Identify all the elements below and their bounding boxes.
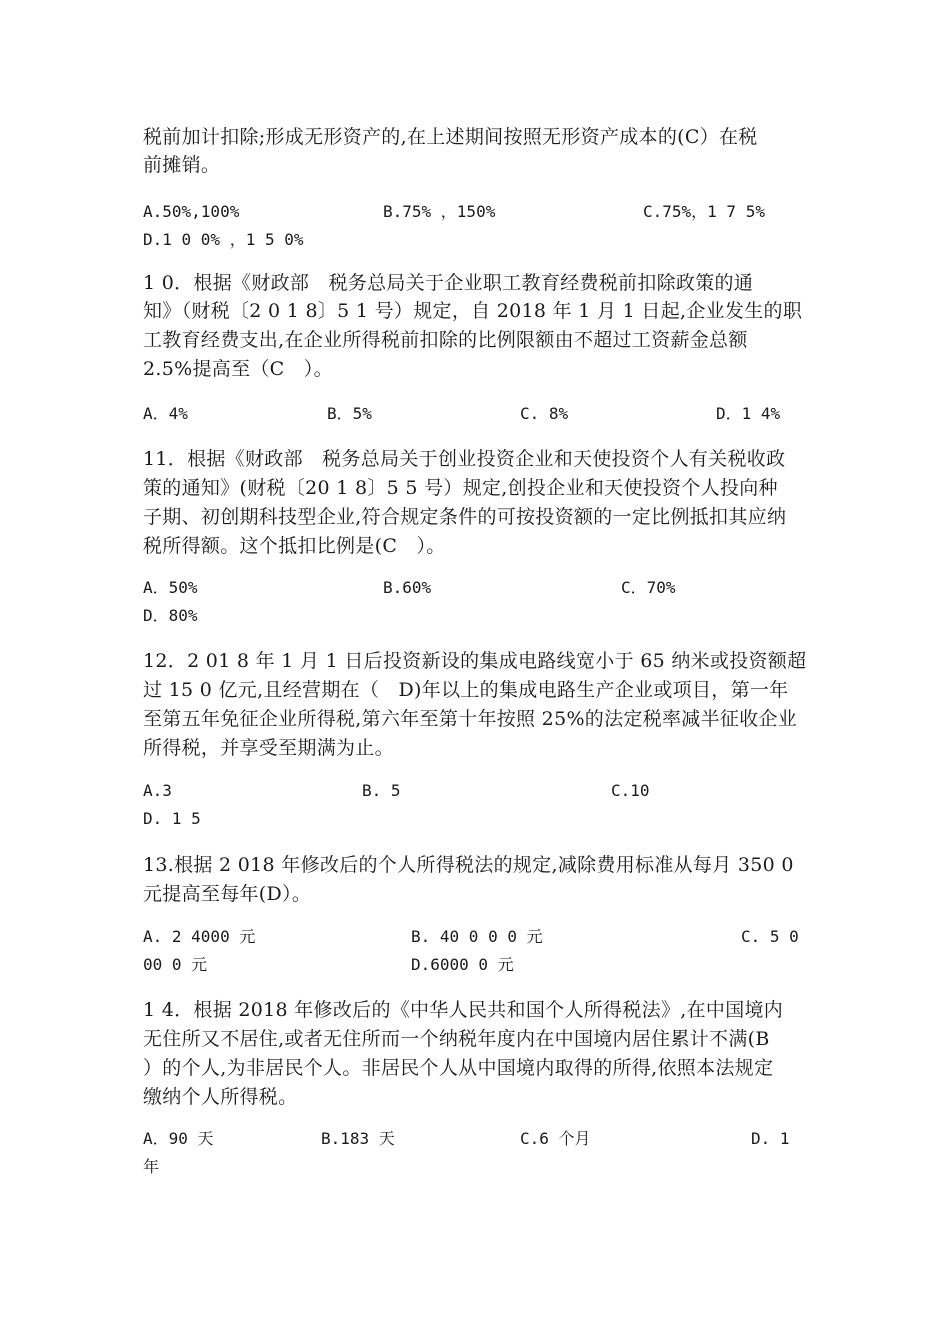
q11-text-line-4: 税所得额。这个抵扣比例是(C ）。 <box>143 535 446 557</box>
q13-text-line-2: 元提高至每年(D）。 <box>143 883 312 905</box>
q12-text-line-2: 过 15 0 亿元,且经营期在（ D)年以上的集成电路生产企业或项目，第一年 <box>143 679 789 701</box>
q12-text-line-4: 所得税，并享受至期满为止。 <box>143 737 394 759</box>
q14-text-line-1: 1 4．根据 2018 年修改后的《中华人民共和国个人所得税法》,在中国境内 <box>143 999 784 1021</box>
q13-option-b: B. 40 0 0 0 元 <box>411 927 543 946</box>
q12-option-d: D. 1 5 <box>143 809 201 828</box>
q12-text-line-1: 12．2 01 8 年 1 月 1 日后投资新设的集成电路线宽小于 65 纳米或投资额超 <box>143 650 807 672</box>
q9-option-b: B.75% ，150% <box>383 202 496 221</box>
q14-text-line-4: 缴纳个人所得税。 <box>143 1086 298 1108</box>
q9-option-a: A.50%,100% <box>143 202 240 221</box>
q14-text-line-2: 无住所又不居住,或者无住所而一个纳税年度内在中国境内居住累计不满(B <box>143 1028 770 1050</box>
q9-option-c: C.75%，1 7 5% <box>643 202 765 221</box>
q11-text-line-1: 11．根据《财政部 税务总局关于创业投资企业和天使投资个人有关税收政 <box>143 448 786 470</box>
q11-option-d: D．80% <box>143 606 198 625</box>
q11-text-line-2: 策的通知》(财税〔20 1 8〕5 5 号）规定,创投企业和天使投资个人投向种 <box>143 477 778 499</box>
q13-text-line-1: 13.根据 2 018 年修改后的个人所得税法的规定,减除费用标准从每月 350 0 <box>143 854 794 876</box>
q11-text-line-3: 子期、初创期科技型企业,符合规定条件的可按投资额的一定比例抵扣其应纳 <box>143 506 787 528</box>
q14-option-b: B.183 天 <box>321 1129 395 1148</box>
q14-option-a: A．90 天 <box>143 1129 214 1148</box>
q13-option-d: D.6000 0 元 <box>411 955 514 974</box>
q12-option-c: C.10 <box>611 781 650 800</box>
q11-option-a: A．50% <box>143 578 198 597</box>
q14-option-d: D. 1 <box>751 1129 790 1148</box>
q10-option-d: D．1 4% <box>716 404 781 423</box>
q14-text-line-3: ）的个人,为非居民个人。非居民个人从中国境内取得的所得,依照本法规定 <box>143 1057 774 1079</box>
q12-option-a: A.3 <box>143 781 172 800</box>
q10-option-c: C. 8% <box>520 404 569 423</box>
q14-option-c: C.6 个月 <box>520 1129 591 1148</box>
q10-option-a: A．4% <box>143 404 188 423</box>
q10-option-b: B．5% <box>327 404 372 423</box>
q13-option-c-continued: 00 0 元 <box>143 955 208 974</box>
q10-text-line-3: 工教育经费支出,在企业所得税前扣除的比例限额由不超过工资薪金总额 <box>143 329 748 351</box>
q11-option-b: B.60% <box>383 578 432 597</box>
q13-option-a: A. 2 4000 元 <box>143 927 256 946</box>
q12-option-b: B. 5 <box>362 781 401 800</box>
q10-text-line-1: 1 0．根据《财政部 税务总局关于企业职工教育经费税前扣除政策的通 <box>143 272 754 294</box>
q14-option-d-continued: 年 <box>143 1157 160 1176</box>
q11-option-c: C．70% <box>621 578 676 597</box>
q12-text-line-3: 至第五年免征企业所得税,第六年至第十年按照 25%的法定税率减半征收企业 <box>143 708 798 730</box>
q9-text-line-1: 税前加计扣除;形成无形资产的,在上述期间按照无形资产成本的(C）在税 <box>143 126 758 148</box>
q10-text-line-4: 2.5%提高至（C ）。 <box>143 358 333 380</box>
q13-option-c: C. 5 0 <box>741 927 799 946</box>
q10-text-line-2: 知》（财税〔2 0 1 8〕5 1 号）规定，自 2018 年 1 月 1 日起,企业发生的职 <box>143 300 803 322</box>
q9-option-d: D.1 0 0% ，1 5 0% <box>143 230 304 249</box>
q9-text-line-2: 前摊销。 <box>143 154 221 176</box>
